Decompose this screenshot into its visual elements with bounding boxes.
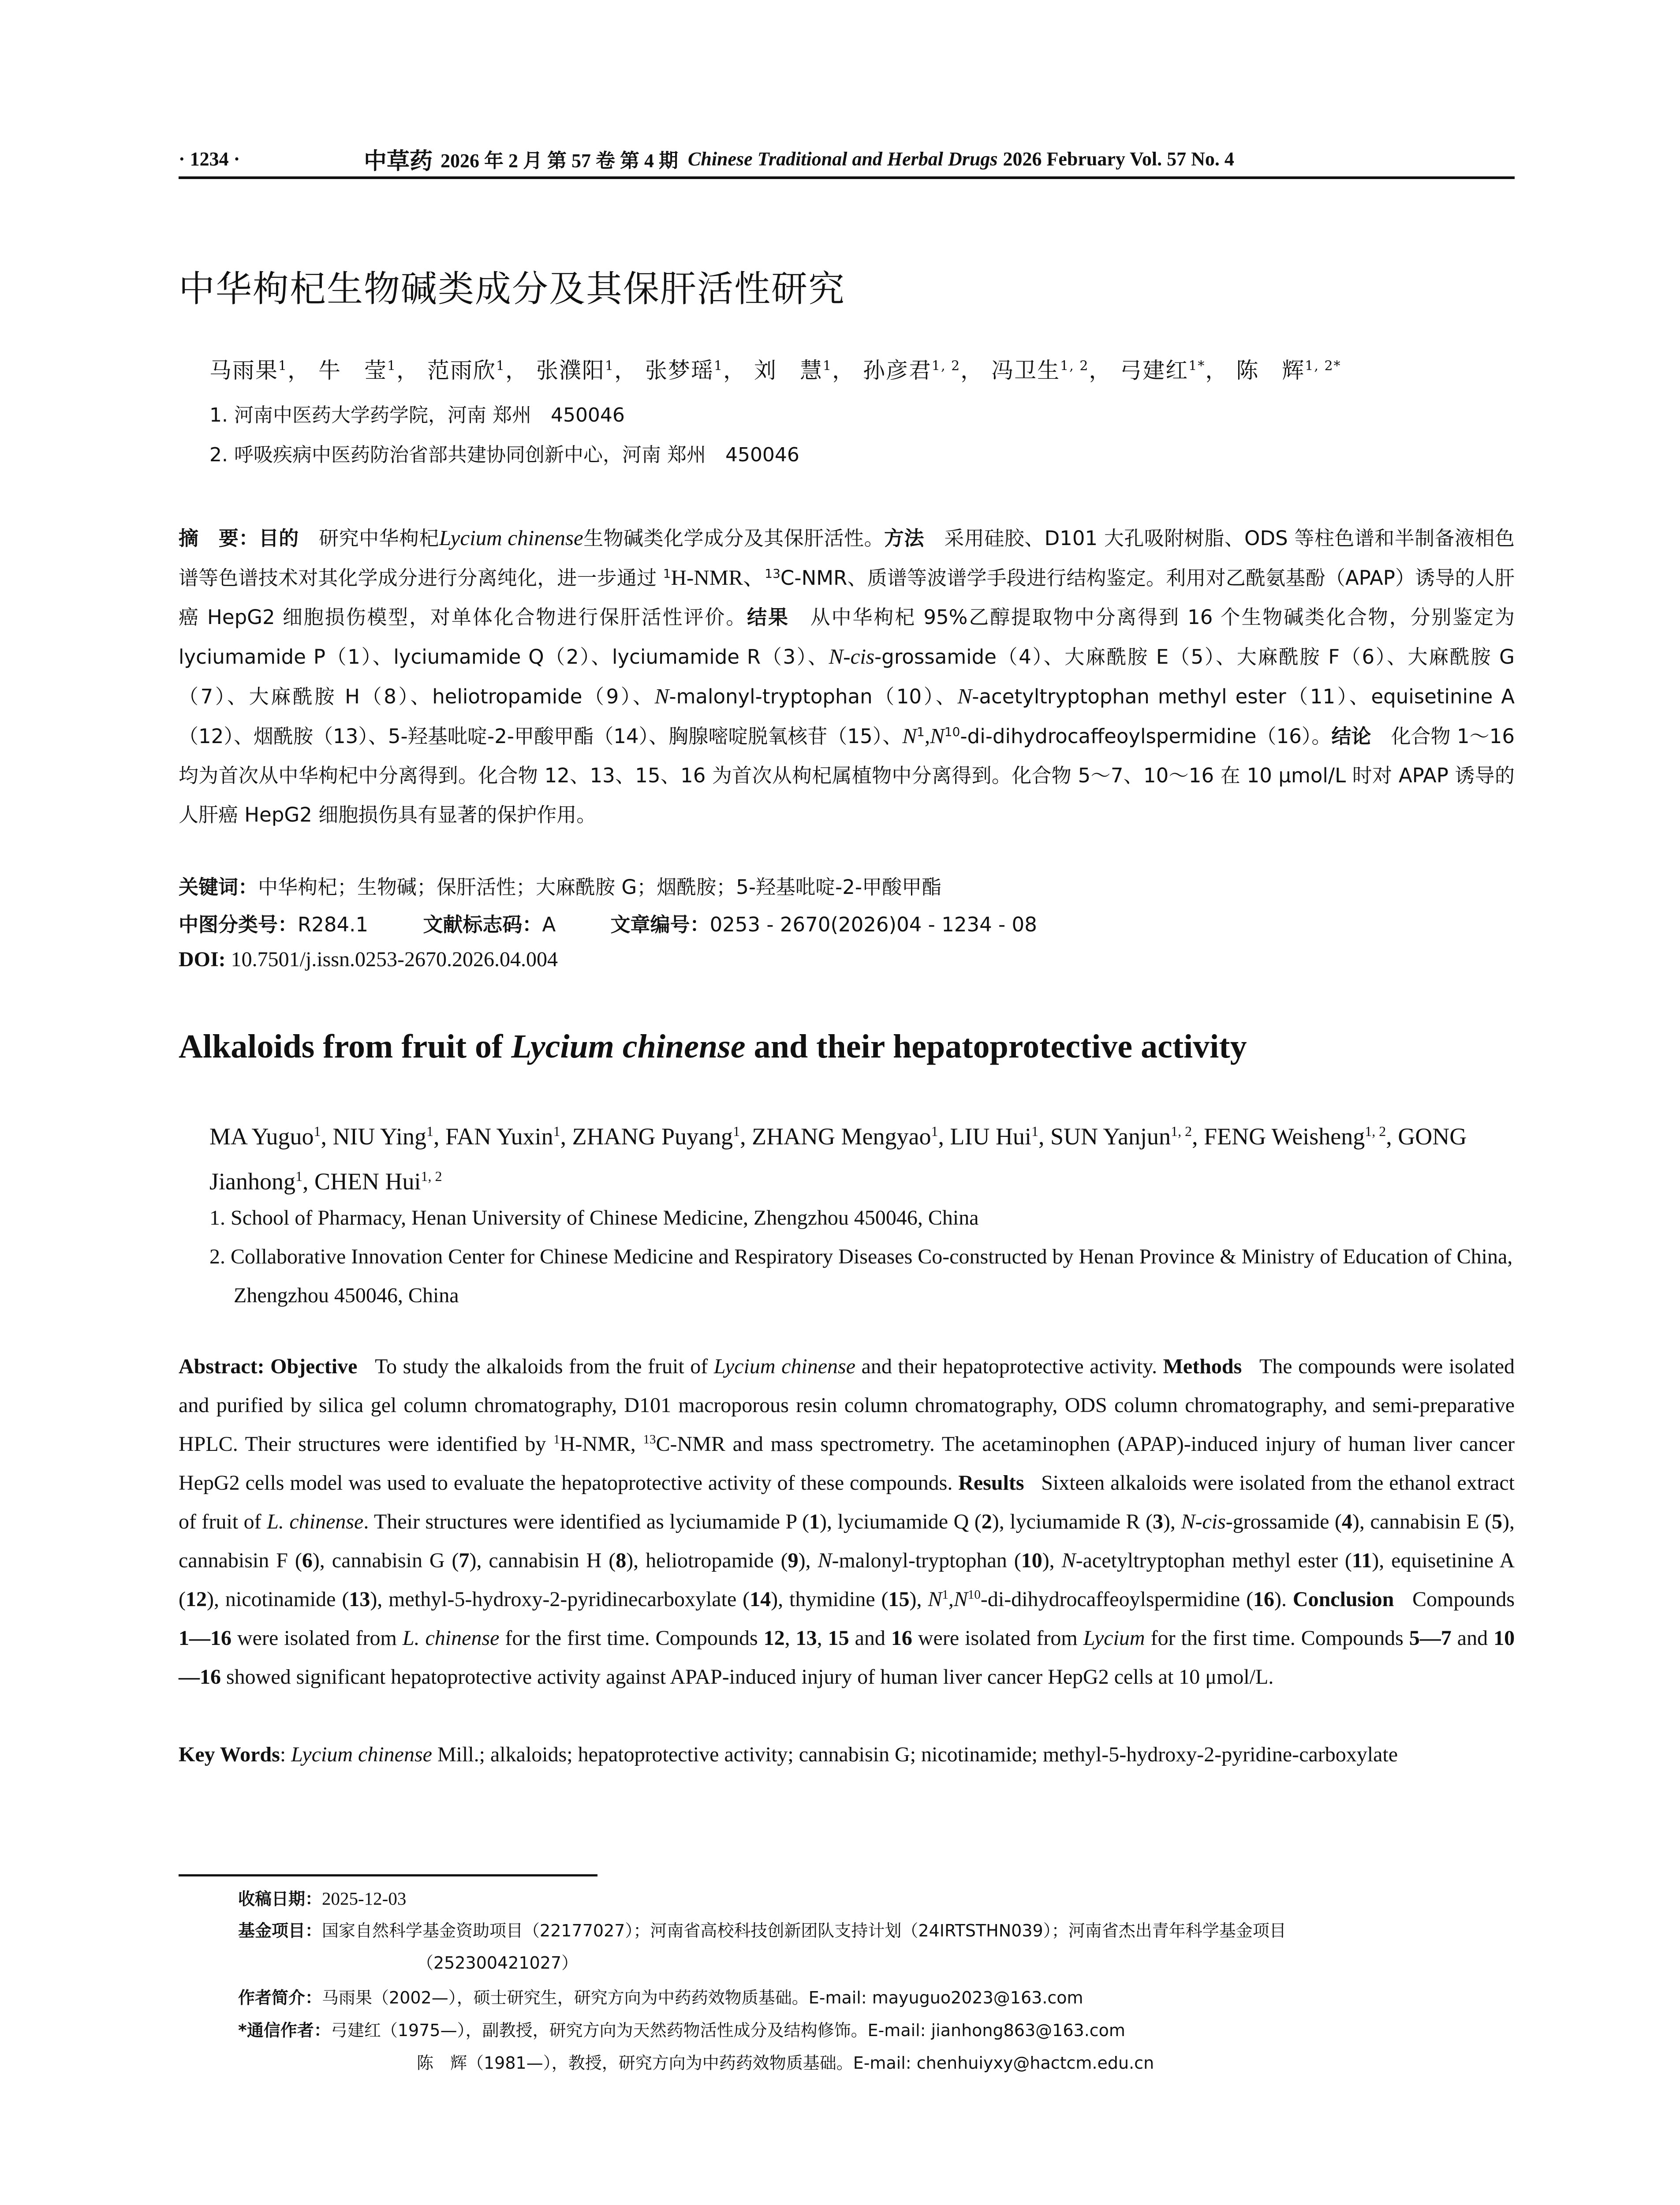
abstract-label-cn: 摘 要： — [179, 527, 259, 550]
author-en: FENG Weisheng$^{1, 2}$ — [1204, 1123, 1386, 1150]
objective-label-cn: 目的 — [258, 527, 299, 550]
results-label-cn: 结果 — [747, 605, 789, 629]
abstract-cn: 摘 要：目的 研究中华枸杞Lycium chinense生物碱类化学成分及其保肝活性。方法 采用硅胶、D101 大孔吸附树脂、ODS 等柱色谱和半制备液相色谱等色谱技术对其化学成分进行分离纯化，进一步通过 $^1$H-NMR、$^{13}$C-NMR、质谱等波谱学手段进行结构鉴定。利用对乙酰氨基酚（APAP）诱导的人肝癌 HepG2 细胞损伤模型，对单体化合物进行保肝活性评价。结果 从中华枸杞 95%乙醇提取物中分离得到 16 个生物碱类化合物，分别鉴定为 lyciumamide P（1）、lyciumamide Q（2）、lyciumamide R（3）、N-cis-grossamide（4）、大麻酰胺 E（5）、大麻酰胺 F（6）、大麻酰胺 G（7）、大麻酰胺 H（8）、heliotropamide（9）、N-malonyl-tryptophan（10）、N-acetyltryptophan methyl ester（11）、equisetinine A（12）、烟酰胺（13）、5-羟基吡啶-2-甲酸甲酯（14）、胸腺嘧啶脱氧核苷（15）、$N^1,N^{10}-di-dihydrocaffeoylspermidine(16)$。结论 化合物 1～16 均为首次从中华枸杞中分离得到。化合物 12、13、15、16 为首次从枸杞属植物中分离得到。化合物 5～7、10～16 在 10 μmol/L 时对 APAP 诱导的人肝癌 HepG2 细胞损伤具有显著的保护作用。 — [179, 526, 1515, 826]
footnote-corresponding-1: *通信作者：弓建红（1975—），副教授，研究方向为天然药物活性成分及结构修饰。E-mail: jianhong863@163.com — [238, 2021, 1125, 2040]
author-cn: 孙彦君$^{1, 2}$ — [863, 358, 961, 383]
title-en: Alkaloids from fruit of Lycium chinense and their hepatoprotective activity — [179, 1028, 1247, 1065]
conclusion-label-cn: 结论 — [1331, 725, 1371, 748]
author-cn: 刘 慧$^1$ — [754, 358, 833, 383]
methods-label-cn: 方法 — [884, 527, 924, 550]
abstract-en: Abstract: Objective To study the alkaloids from the fruit of Lycium chinense and their hepatoprotective activity. Methods The compounds were isolated and purified by silica gel column chromatography, D101 macroporous resin column chromatography, ODS column chromatography, and semi-preparative HPLC. Their structures were identified by $^1$H-NMR, $^{13}$C-NMR and mass spectrometry. The acetaminophen (APAP)-induced injury of human liver cancer HepG2 cells model was used to evaluate the hepatoprotective activity of these compounds. Results Sixteen alkaloids were isolated from the ethanol extract of fruit of L. chinense. Their structures were identified as lyciumamide P (1), lyciumamide Q (2), lyciumamide R (3), N-cis-grossamide (4), cannabisin E (5), cannabisin F (6), cannabisin G (7), cannabisin H (8), heliotropamide (9), N-malonyl-tryptophan (10), N-acetyltryptophan methyl ester (11), equisetinine A (12), nicotinamide (13), methyl-5-hydroxy-2-pyridinecarboxylate (14), thymidine (15), $N^1,N^{10}-di$-dihydrocaffeoylspermidine (16). Conclusion Compounds 1—16 were isolated from L. chinense for the first time. Compounds 12, 13, 15 and 16 were isolated from Lycium for the first time. Compounds 5—7 and 10—16 showed significant hepatoprotective activity against APAP-induced injury of human liver cancer HepG2 cells at 10 μmol/L. — [179, 1355, 1515, 1689]
author-en: ZHANG Puyang$^1$ — [572, 1123, 740, 1150]
doi: DOI: 10.7501/j.issn.0253-2670.2026.04.004 — [179, 948, 558, 971]
clc-number: 中图分类号：R284.1 — [179, 913, 369, 936]
author-cn: 张梦瑶$^1$ — [645, 358, 724, 383]
conclusion-label-en: Conclusion — [1292, 1588, 1394, 1611]
author-en: FAN Yuxin$^1$ — [445, 1123, 560, 1150]
keywords-cn: 关键词：中华枸杞；生物碱；保肝活性；大麻酰胺 G；烟酰胺；5-羟基吡啶-2-甲酸甲酯 — [179, 875, 942, 899]
authors-cn: 马雨果$^1$， 牛 莹$^1$， 范雨欣$^1$， 张濮阳$^1$， 张梦瑶$^1$， 刘 慧$^1$， 孙彦君$^{1, 2}$， 冯卫生$^{1, 2}$， 弓建红$^{1*}$， 陈 辉$^{1, 2*}$ — [209, 358, 1341, 383]
author-en: GONG Jianhong$^1$ — [209, 1123, 1467, 1195]
footnote-received: 收稿日期：2025-12-03 — [238, 1888, 407, 1909]
author-en: LIU Hui$^1$ — [950, 1123, 1038, 1150]
issue-info-cn: 2026 年 2 月 第 57 卷 第 4 期 — [441, 150, 679, 172]
running-header — [179, 146, 1515, 175]
footnote-rule — [179, 1874, 597, 1876]
abstract-label-en: Abstract: — [179, 1355, 265, 1378]
affiliation-en-2: 2. Collaborative Innovation Center for Chinese Medicine and Respiratory Diseases Co-constructed by Henan Province & Ministry of Education of China, Zhengzhou 450046, China — [209, 1245, 1513, 1307]
author-cn: 张濮阳$^1$ — [536, 358, 615, 383]
document-code: 文献标志码：A — [423, 913, 556, 936]
objective-label-en: Objective — [270, 1355, 358, 1378]
header-rule — [179, 176, 1515, 179]
footnote-funding: 基金项目：国家自然科学基金资助项目（22177027）；河南省高校科技创新团队支持计划（24IRTSTHN039）；河南省杰出青年科学基金项目 — [238, 1921, 1286, 1940]
author-cn: 牛 莹$^1$ — [318, 358, 397, 383]
affiliation-en-1: 1. School of Pharmacy, Henan University of Chinese Medicine, Zhengzhou 450046, China — [209, 1206, 979, 1230]
doi-link[interactable]: 10.7501/j.issn.0253-2670.2026.04.004 — [231, 948, 558, 971]
author-cn: 马雨果$^1$ — [209, 358, 288, 383]
classification-cn — [179, 908, 1086, 937]
issue-info-en: 2026 February Vol. 57 No. 4 — [1003, 148, 1234, 170]
authors-en: MA Yuguo$^1$, NIU Ying$^1$, FAN Yuxin$^1$, ZHANG Puyang$^1$, ZHANG Mengyao$^1$, LIU Hui$^1$, SUN Yanjun$^{1, 2}$, FENG Weisheng$^{1, 2}$, GONG Jianhong$^1$, CHEN Hui$^{1, 2}$ — [209, 1123, 1467, 1195]
author-cn: 冯卫生$^{1, 2}$ — [991, 358, 1089, 383]
footnote-author-bio: 作者简介：马雨果（2002—），硕士研究生，研究方向为中药药效物质基础。E-mail: mayuguo2023@163.com — [238, 1988, 1083, 2007]
author-cn: 范雨欣$^1$ — [427, 358, 506, 383]
footnote-funding-cont: （252300421027） — [417, 1953, 579, 1973]
author-en: MA Yuguo$^1$ — [209, 1123, 321, 1150]
page-number: · 1234 · — [179, 148, 240, 170]
journal-name-cn: 中草药 — [364, 147, 433, 175]
title-cn: 中华枸杞生物碱类成分及其保肝活性研究 — [179, 268, 846, 310]
article-number: 文章编号：0253 - 2670(2026)04 - 1234 - 08 — [610, 913, 1037, 936]
author-en: CHEN Hui$^{1, 2}$ — [314, 1168, 442, 1195]
affiliation-cn-1: 1. 河南中医药大学药学院，河南 郑州 450046 — [209, 404, 625, 426]
keywords-en: Key Words: Lycium chinense Mill.; alkaloids; hepatoprotective activity; cannabisin G; nicotinamide; methyl-5-hydroxy-2-pyridine-carboxylate — [179, 1743, 1398, 1766]
affiliation-cn-2: 2. 呼吸疾病中医药防治省部共建协同创新中心，河南 郑州 450046 — [209, 444, 799, 466]
methods-label-en: Methods — [1163, 1355, 1242, 1378]
author-en: ZHANG Mengyao$^1$ — [752, 1123, 938, 1150]
journal-name-en: Chinese Traditional and Herbal Drugs — [688, 148, 998, 170]
results-label-en: Results — [958, 1471, 1024, 1495]
footnote-corresponding-2: 陈 辉（1981—），教授，研究方向为中药药效物质基础。E-mail: chenhuiyxy@hactcm.edu.cn — [417, 2053, 1154, 2073]
author-cn: 弓建红$^{1*}$ — [1120, 358, 1206, 383]
author-cn: 陈 辉$^{1, 2*}$ — [1236, 358, 1341, 383]
author-en: SUN Yanjun$^{1, 2}$ — [1050, 1123, 1192, 1150]
author-en: NIU Ying$^1$ — [332, 1123, 434, 1150]
